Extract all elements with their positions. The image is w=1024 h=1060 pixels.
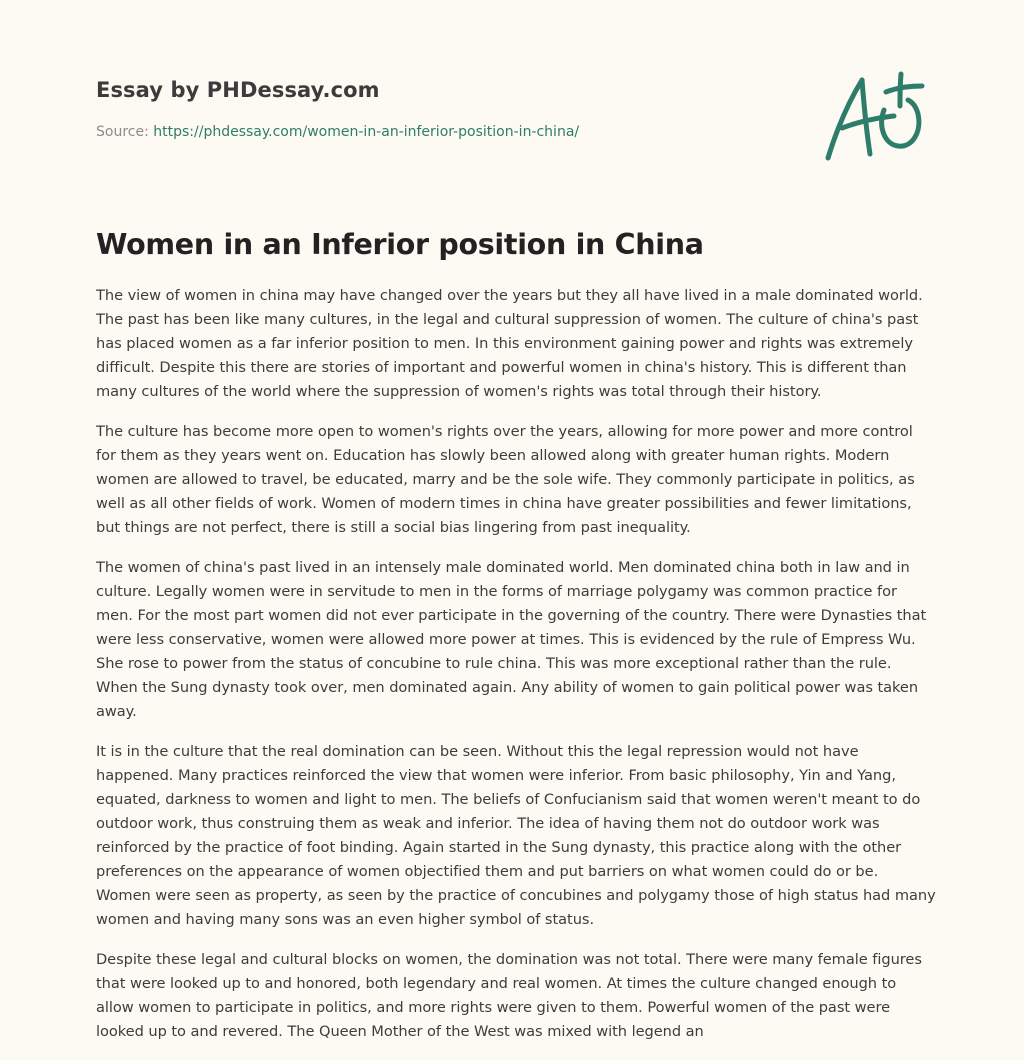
essay-paragraph: The culture has become more open to women's rights over the years, allowing for more power and more control for them as they years went on. Education has slowly been allowed along with greater human rights. Modern women are allowed to travel, be educated, marry and be the sole wife. They commonly participate in politics, as well as all other fields of work. Women of modern times in china have greater possibilities and fewer limitations, but things are not perfect, there is still a social bias lingering from past inequality. bbox=[96, 423, 915, 536]
essay-title: Women in an Inferior position in China bbox=[96, 228, 704, 261]
source-link[interactable]: https://phdessay.com/women-in-an-inferior-position-in-china/ bbox=[153, 124, 580, 140]
site-brand: Essay by PHDessay.com bbox=[96, 78, 380, 102]
essay-paragraph: The women of china's past lived in an intensely male dominated world. Men dominated china both in law and in culture. Legally women were in servitude to men in the forms of marriage polygamy was common practice for men. For the most part women did not ever participate in the governing of the country. There were Dynasties that were less conservative, women were allowed more power at times. This is evidenced by the rule of Empress Wu. She rose to power from the status of concubine to rule china. This was more exceptional rather than the rule. When the Sung dynasty took over, men dominated again. Any ability of women to gain political power was taken away. bbox=[96, 559, 927, 720]
source-line bbox=[96, 122, 796, 142]
source-label: Source: bbox=[96, 124, 154, 140]
essay-header bbox=[96, 76, 796, 142]
essay-body bbox=[96, 284, 936, 1060]
essay-paragraph: It is in the culture that the real domination can be seen. Without this the legal repression would not have happened. Many practices reinforced the view that women were inferior. From basic philosophy, Yin and Yang, equated, darkness to women and light to men. The beliefs of Confucianism said that women weren't meant to do outdoor work, thus construing them as weak and inferior. The idea of having them not do outdoor work was reinforced by the practice of foot binding. Again started in the Sung dynasty, this practice along with the other preferences on the appearance of women objectified them and put barriers on what women could do or be. Women were seen as property, as seen by the practice of concubines and polygamy those of high status had many women and having many sons was an even higher symbol of status. bbox=[96, 743, 936, 928]
essay-paragraph: Despite these legal and cultural blocks on women, the domination was not total. There were many female figures that were looked up to and honored, both legendary and real women. At times the culture changed enough to allow women to participate in politics, and more rights were given to them. Powerful women of the past were looked up to and revered. The Queen Mother of the West was mixed with legend an bbox=[96, 951, 922, 1040]
a-plus-logo-svg bbox=[822, 70, 930, 162]
a-plus-logo-icon bbox=[822, 70, 930, 162]
essay-paragraph: The view of women in china may have changed over the years but they all have lived in a male dominated world. The past has been like many cultures, in the legal and cultural suppression of women. The culture of china's past has placed women as a far inferior position to men. In this environment gaining power and rights was extremely difficult. Despite this there are stories of important and powerful women in china's history. This is different than many cultures of the world where the suppression of women's rights was total through their history. bbox=[96, 287, 923, 400]
